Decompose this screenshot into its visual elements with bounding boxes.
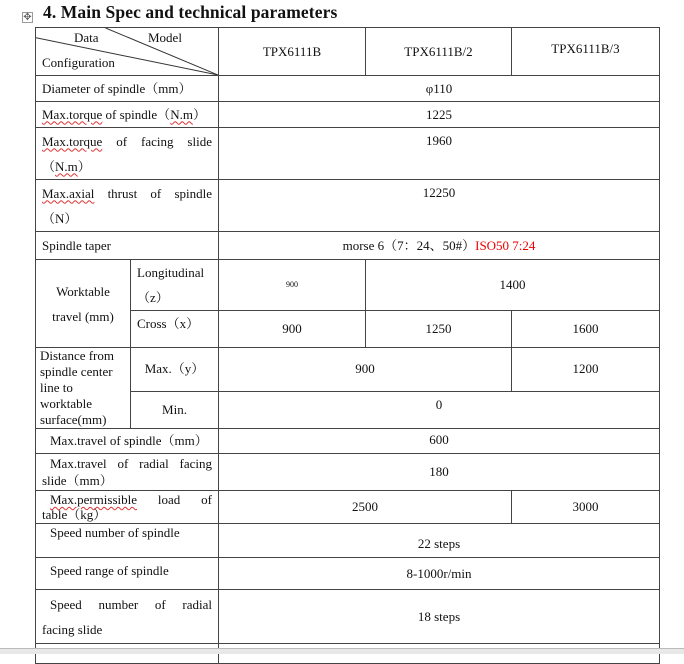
table-row [36,348,660,392]
row-value: 22 steps [219,524,660,558]
section-heading: 4. Main Spec and technical parameters [43,2,338,22]
row-value: 8-1000r/min [219,558,660,590]
row-label: Max.travel of spindle（mm） [36,429,219,454]
label-line: slide（mm） [42,473,113,488]
row-label: Speed number of spindle [36,524,219,558]
label-line: Max.travel of radial facing [50,456,212,471]
table-row [36,260,660,311]
row-value: 1200 [512,348,660,392]
label-part: Max.torque [42,106,103,122]
model-header: TPX6111B [219,28,366,76]
row-value: φ110 [219,76,660,102]
sub-label: Longitudinal （z） [131,260,219,311]
model-header: TPX6111B/2 [366,28,512,76]
table-row [36,102,660,128]
label-line [50,492,212,507]
diag-label-configuration: Configuration [42,55,115,70]
label-line: Speed number of radial [50,596,212,612]
taper-value-iso: ISO50 7:24 [475,237,536,253]
label-part: thrust of spindle [94,185,212,201]
row-label: Distance from spindle center line to worktable surface(mm) [36,348,131,429]
row-value: 3000 [512,491,660,524]
row-value [219,232,660,260]
table-move-handle-icon[interactable]: ✥ [23,12,32,23]
sub-label: Max.（y） [131,348,219,392]
table-row [36,429,660,454]
row-value: 1225 [219,102,660,128]
row-value: 600 [219,429,660,454]
label-part: N.m [170,106,193,122]
row-value: 12250 [219,180,660,232]
row-value: 1250 [366,311,512,348]
sub-label: Cross（x） [131,311,219,348]
row-label: Worktable travel (mm) [36,260,131,348]
spec-table [35,27,660,664]
table-row [36,128,660,180]
row-value: 1400 [366,260,660,311]
row-value: 18 steps [219,590,660,644]
table-row [36,590,660,644]
label-line: （N） [42,210,78,226]
row-label [36,128,219,180]
table-row [36,454,660,491]
table-row [36,180,660,232]
row-value: 1960 [219,128,660,180]
label-part: of facing slide [102,133,212,149]
model-header: TPX6111B/3 [512,28,660,76]
row-label: Speed range of spindle [36,558,219,590]
header-row [36,28,660,76]
diag-label-model: Model [148,30,182,45]
label-line: （N.m） [42,158,91,174]
table-row [36,76,660,102]
row-value: 180 [219,454,660,491]
row-label [36,590,219,644]
table-row [36,558,660,590]
label-line: table（kg） [42,507,107,522]
row-value: 900 [219,348,512,392]
row-value: 900 [219,311,366,348]
table-row [36,232,660,260]
label-part: N.m [55,158,78,174]
row-label: Diameter of spindle（mm） [36,76,219,102]
label-part: Max.axial [42,185,95,201]
row-label [36,102,219,128]
row-label: Spindle taper [36,232,219,260]
row-label [36,454,219,491]
row-label [36,491,219,524]
window-bottom-edge [0,648,684,654]
row-value: 2500 [219,491,512,524]
row-value: 0 [219,391,660,428]
taper-value: morse 6（7：24、50#） [342,237,476,253]
label-part: load of [137,492,212,507]
row-label [36,180,219,232]
table-row [36,491,660,524]
label-part: ） [192,106,206,122]
label-line [42,181,212,206]
label-part: Max.torque [42,133,103,149]
label-line: facing slide [42,621,103,637]
row-value: 900 [219,260,366,311]
row-value: 1600 [512,311,660,348]
label-line [42,129,212,154]
label-part: of spindle（ [102,106,171,122]
diagonal-header-cell [36,28,219,76]
diag-label-data: Data [74,30,99,45]
table-row [36,524,660,558]
label-part: Max.permissible [50,492,138,507]
sub-label: Min. [131,391,219,428]
